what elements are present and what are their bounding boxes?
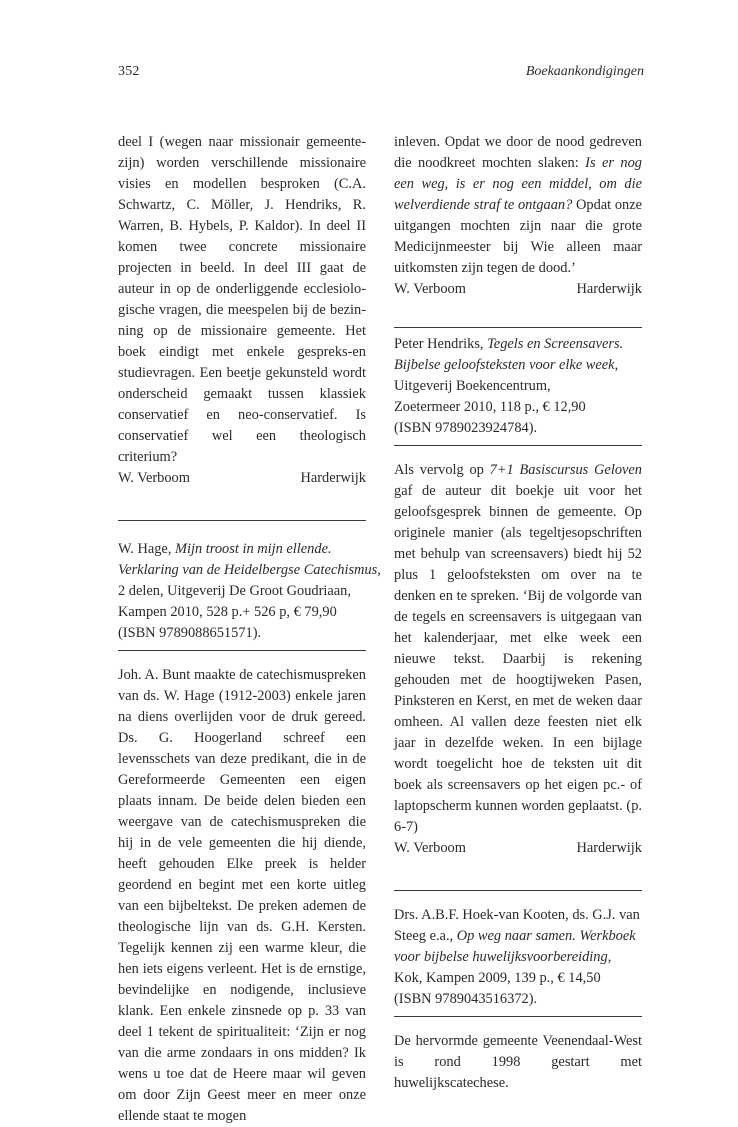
review-signature [394, 838, 642, 859]
review-signature [394, 279, 642, 300]
page-number: 352 [118, 64, 140, 79]
book-details: Kok, Kampen 2009, 139 p., € 14,50 [394, 970, 601, 986]
reviewer-name: W. Verboom [394, 840, 466, 856]
book-details: Zoetermeer 2010, 118 p., € 12,90 [394, 399, 586, 415]
reviewer-name: W. Verboom [394, 281, 466, 297]
book-author: W. Hage, [118, 541, 176, 557]
divider [394, 890, 642, 891]
book-publisher: Uitgeverij Boekencentrum, [394, 378, 551, 394]
book-title: Tegels en Screensavers. [487, 336, 624, 352]
review-paragraph: De hervormde gemeente Veenendaal-West is rond 1998 gestart met huwelijkscatechese. [394, 1033, 642, 1091]
divider [394, 327, 642, 328]
book-isbn: (ISBN 9789023924784). [394, 420, 538, 436]
quote: Is er nog een weg, is er nog een middel, om die welverdiende straf te ontgaan? [394, 155, 642, 213]
book-title: Mijn troost in mijn ellende. [175, 541, 332, 557]
divider [118, 650, 366, 651]
divider [394, 1016, 642, 1017]
reviewer-place: Harderwijk [576, 281, 642, 297]
review-paragraph: Joh. A. Bunt maakte de catechismuspreken van ds. W. Hage (1912-2003) enkele jaren na diens overlijden voor de druk gereed. Ds. G. Hoogerland schreef een levensschets van deze predikant, die in de Gereformeerde Gemeenten een eigen plaats innam. De beide delen bieden een weergave van de catechismuspreken die hij in de vele gemeenten die hij diende, heeft gehouden Elke preek is helder geordend en begint met een korte uitleg van een bijbeltekst. De preken ademen de theologische lijn van ds. G.H. Kersten. Tegelijk kennen zij een warme kleur, die hen iets eigens verleent. Het is de ernstige, bevindelijke en nodigende, inclusieve klank. Een enkele zinsnede op p. 33 van deel 1 tekent de spiritualiteit: ‘Zijn er nog van die arme zondaars in ons midden? Ik wens u toe dat de Heere maar wil geven om door Zijn Geest meer en meer onze ellende staat te mogen [118, 667, 366, 1124]
book-subtitle: Verklaring van de Heidelbergse Catechismus [118, 562, 378, 578]
review-paragraph: Als vervolg op 7+1 Basiscursus Geloven gaf de auteur dit boekje uit voor het geloofsgesprek binnen de gemeente. Op originele manier (als tegeltjesopschriften met behulp van screensavers) biedt hij 52 plus 1 geloofsteksten om over na te denken en te spreken. ‘Bij de volgorde van de tegels en screensavers is uitgegaan van het kalenderjaar, met elke week een nieuwe tekst. Daarbij is rekening gehouden met de hoogtijweken Pasen, Pinksteren en Kerst, en met de weken daar omheen. Al vallen deze feesten niet elk jaar in dezelfde weken. In een bijlage wordt toegelicht hoe de teksten uit dit boek als screensavers op het eigen pc.- of laptopscherm kunnen worden geplaatst. (p. 6-7) [394, 462, 642, 835]
book-notice: W. Hage, Mijn troost in mijn ellende. Verklaring van de Heidelbergse Catechismus, 2 delen, Uitgeverij De Groot Goudriaan, Kampen 2010, 528 p.+ 526 p, € 79,90 (ISBN 9789088651571). [118, 539, 366, 644]
right-column [394, 132, 642, 1094]
book-notice: Peter Hendriks, Tegels en Screensavers. Bijbelse geloofsteksten voor elke week, Uitgeverij Boekencentrum, Zoetermeer 2010, 118 p., € 12,90 (ISBN 9789023924784). [394, 334, 642, 439]
review-paragraph: deel I (wegen naar missionair gemeentezijn) worden verschillende missionaire visies en modellen besproken (C.A. Schwartz, C. Möller, J. Hendriks, R. Warren, B. Hybels, P. Kaldor). In deel II komen twee concrete missionaire projecten in beeld. In deel III gaat de auteur in op de onderliggende ecclesiologische vragen, die meespelen bij de bezinning op de missionaire gemeente. Het boek eindigt met enkele gespreks-en studievragen. Een beetje gekunsteld wordt onderscheid gemaakt tussen klassiek conservatief en neo-conservatief. Is conservatief wel een theologisch criterium? [118, 134, 366, 465]
book-title: Op weg naar samen. Werkboek [456, 928, 636, 944]
review-paragraph: inleven. Opdat we door de nood gedreven die noodkreet mochten slaken: Is er nog een weg, is er nog een middel, om die welverdiende straf te ontgaan? Opdat onze uitgangen mochten zijn naar die grote Medicijnmeester bij Wie alleen maar uitkomsten zijn tegen de dood.’ [394, 134, 642, 276]
reviewer-name: W. Verboom [118, 470, 190, 486]
book-notice: Drs. A.B.F. Hoek-van Kooten, ds. G.J. van Steeg e.a., Op weg naar samen. Werkboek voor bijbelse huwelijksvoorbereiding, Kok, Kampen 2009, 139 p., € 14,50 (ISBN 9789043516372). [394, 905, 642, 1010]
book-author: Drs. A.B.F. Hoek-van Kooten, ds. G.J. van [394, 907, 640, 923]
divider [118, 520, 366, 521]
book-author: Peter Hendriks, [394, 336, 488, 352]
reviewer-place: Harderwijk [576, 840, 642, 856]
book-author: Steeg e.a., [394, 928, 457, 944]
running-head: Boekaankondigingen [525, 64, 644, 79]
book-reference: 7+1 Basiscursus Geloven [489, 462, 642, 478]
book-subtitle: voor bijbelse huwelijksvoorbereiding [394, 949, 608, 965]
divider [394, 445, 642, 446]
book-details: Kampen 2010, 528 p.+ 526 p, € 79,90 [118, 604, 337, 620]
review-signature [118, 468, 366, 489]
left-column [118, 132, 381, 1127]
reviewer-place: Harderwijk [300, 470, 366, 486]
book-isbn: (ISBN 9789088651571). [118, 625, 262, 641]
book-subtitle: Bijbelse geloofsteksten voor elke week [394, 357, 615, 373]
book-isbn: (ISBN 9789043516372). [394, 991, 538, 1007]
book-publisher: 2 delen, Uitgeverij De Groot Goudriaan, [118, 583, 351, 599]
